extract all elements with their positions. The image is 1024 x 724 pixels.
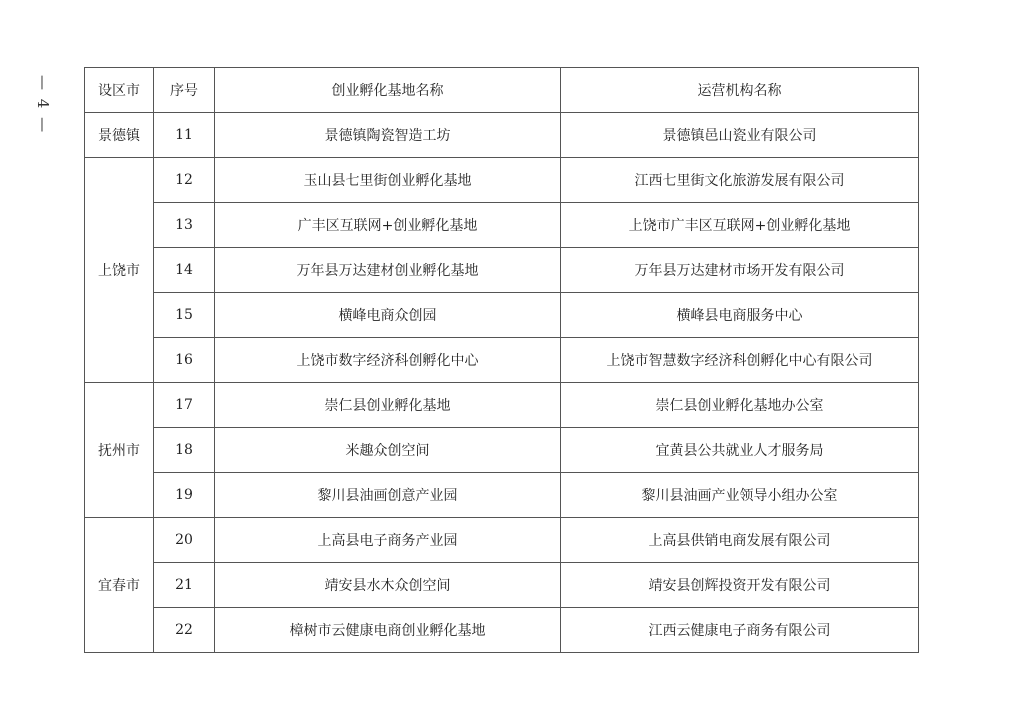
table-row	[85, 383, 919, 428]
operator-name: 黎川县油画产业领导小组办公室	[561, 473, 919, 518]
operator-name: 江西七里街文化旅游发展有限公司	[561, 158, 919, 203]
table-row	[85, 473, 919, 518]
table-header-row	[85, 68, 919, 113]
row-number: 18	[154, 428, 215, 473]
table-row	[85, 293, 919, 338]
base-name: 崇仁县创业孵化基地	[215, 383, 561, 428]
row-number: 14	[154, 248, 215, 293]
operator-name: 宜黄县公共就业人才服务局	[561, 428, 919, 473]
city-cell: 上饶市	[85, 158, 154, 383]
row-number: 22	[154, 608, 215, 653]
row-number: 13	[154, 203, 215, 248]
operator-name: 万年县万达建材市场开发有限公司	[561, 248, 919, 293]
table-row	[85, 338, 919, 383]
base-name: 米趣众创空间	[215, 428, 561, 473]
base-name: 黎川县油画创意产业园	[215, 473, 561, 518]
table-row	[85, 203, 919, 248]
row-number: 20	[154, 518, 215, 563]
base-name: 上饶市数字经济科创孵化中心	[215, 338, 561, 383]
table-row	[85, 608, 919, 653]
row-number: 16	[154, 338, 215, 383]
row-number: 11	[154, 113, 215, 158]
operator-name: 崇仁县创业孵化基地办公室	[561, 383, 919, 428]
operator-name: 上高县供销电商发展有限公司	[561, 518, 919, 563]
base-name: 樟树市云健康电商创业孵化基地	[215, 608, 561, 653]
header-no: 序号	[154, 68, 215, 113]
table-row	[85, 563, 919, 608]
operator-name: 江西云健康电子商务有限公司	[561, 608, 919, 653]
operator-name: 上饶市智慧数字经济科创孵化中心有限公司	[561, 338, 919, 383]
operator-name: 横峰县电商服务中心	[561, 293, 919, 338]
header-org: 运营机构名称	[561, 68, 919, 113]
table-row	[85, 518, 919, 563]
header-name: 创业孵化基地名称	[215, 68, 561, 113]
base-name: 上高县电子商务产业园	[215, 518, 561, 563]
row-number: 15	[154, 293, 215, 338]
table-row	[85, 158, 919, 203]
base-name: 广丰区互联网+创业孵化基地	[215, 203, 561, 248]
table-row	[85, 248, 919, 293]
base-name: 横峰电商众创园	[215, 293, 561, 338]
operator-name: 靖安县创辉投资开发有限公司	[561, 563, 919, 608]
row-number: 21	[154, 563, 215, 608]
base-name: 靖安县水木众创空间	[215, 563, 561, 608]
row-number: 12	[154, 158, 215, 203]
row-number: 19	[154, 473, 215, 518]
base-name: 万年县万达建材创业孵化基地	[215, 248, 561, 293]
header-city: 设区市	[85, 68, 154, 113]
table-row	[85, 113, 919, 158]
incubator-table	[84, 67, 919, 653]
city-cell: 景德镇	[85, 113, 154, 158]
operator-name: 上饶市广丰区互联网+创业孵化基地	[561, 203, 919, 248]
table-row	[85, 428, 919, 473]
page-number: — 4 —	[34, 75, 52, 135]
row-number: 17	[154, 383, 215, 428]
city-cell: 抚州市	[85, 383, 154, 518]
operator-name: 景德镇邑山瓷业有限公司	[561, 113, 919, 158]
base-name: 景德镇陶瓷智造工坊	[215, 113, 561, 158]
base-name: 玉山县七里街创业孵化基地	[215, 158, 561, 203]
city-cell: 宜春市	[85, 518, 154, 653]
